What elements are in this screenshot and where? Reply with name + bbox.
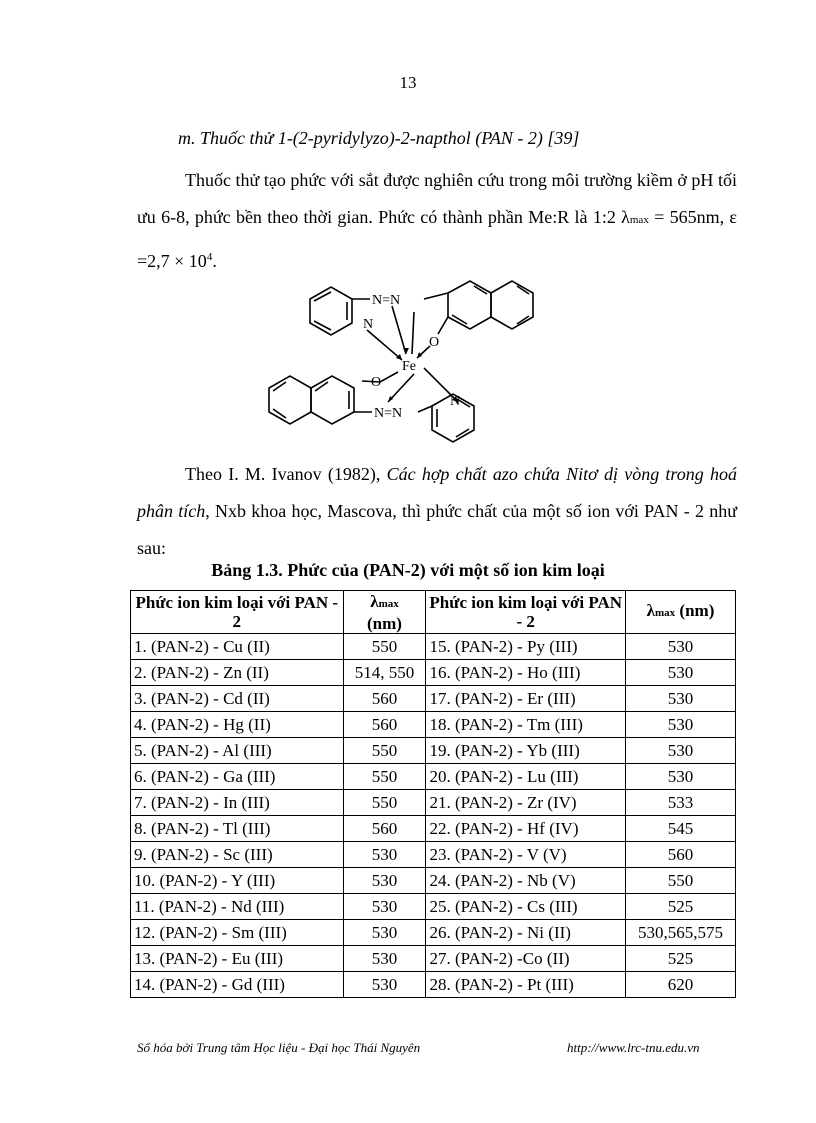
ion-complex-right: 16. (PAN-2) - Ho (III)	[426, 660, 626, 686]
n-fe-bond-azo-bottom	[388, 374, 414, 402]
n-label-left: N	[363, 317, 374, 332]
naphthalene-bottom-ring-b	[269, 376, 311, 424]
lambda-value-right: 530	[626, 712, 736, 738]
paragraph-intro-value: = 565nm, ε =2,7 × 10	[137, 207, 737, 271]
lambda-value-left: 530	[343, 894, 426, 920]
ion-complex-left: 1. (PAN-2) - Cu (II)	[131, 634, 344, 660]
pyridine-ring-top	[310, 287, 352, 335]
naphthalene-top-ring-b	[491, 281, 533, 329]
ion-complex-right: 15. (PAN-2) - Py (III)	[426, 634, 626, 660]
ion-complex-right: 17. (PAN-2) - Er (III)	[426, 686, 626, 712]
lambda-subscript: max	[655, 607, 676, 619]
lambda-value-left: 530	[343, 946, 426, 972]
ion-complex-right: 27. (PAN-2) -Co (II)	[426, 946, 626, 972]
lambda-value-left: 560	[343, 712, 426, 738]
lambda-symbol: λ	[646, 601, 655, 620]
ion-complex-left: 9. (PAN-2) - Sc (III)	[131, 842, 344, 868]
ion-complex-right: 23. (PAN-2) - V (V)	[426, 842, 626, 868]
table-row	[131, 868, 736, 894]
naphthalene-bottom-ring-a	[311, 376, 354, 424]
footer-source: Số hóa bởi Trung tâm Học liệu - Đại học Thái Nguyên	[137, 1040, 421, 1055]
lambda-value-left: 550	[343, 634, 426, 660]
lambda-value-right: 550	[626, 868, 736, 894]
lambda-value-right: 620	[626, 972, 736, 998]
paragraph-intro-text: Thuốc thử tạo phức với sắt được nghiên cứu trong môi trường kiềm ở pH tối ưu 6-8, phức bền theo thời gian. Phức có thành phần Me:R là 1:2 λ	[137, 170, 737, 227]
lambda-value-left: 530	[343, 842, 426, 868]
lambda-value-left: 560	[343, 686, 426, 712]
header-complex-left: Phức ion kim loại với PAN - 2	[131, 591, 344, 634]
ion-complex-left: 3. (PAN-2) - Cd (II)	[131, 686, 344, 712]
lambda-value-left: 550	[343, 790, 426, 816]
paragraph-ivanov-text: Theo I. M. Ivanov (1982),	[185, 464, 387, 484]
table-row	[131, 764, 736, 790]
header-complex-right: Phức ion kim loại với PAN - 2	[426, 591, 626, 634]
table-row	[131, 920, 736, 946]
table-row	[131, 712, 736, 738]
section-heading: m. Thuốc thử 1-(2-pyridylyzo)-2-napthol (PAN - 2) [39]	[178, 128, 580, 148]
table-row	[131, 738, 736, 764]
lambda-subscript: max	[629, 214, 649, 226]
ion-complex-right: 25. (PAN-2) - Cs (III)	[426, 894, 626, 920]
ion-complex-right: 24. (PAN-2) - Nb (V)	[426, 868, 626, 894]
table-row	[131, 842, 736, 868]
lambda-value-left: 550	[343, 764, 426, 790]
lambda-value-left: 560	[343, 816, 426, 842]
azo-label-top: N=N	[372, 293, 401, 308]
n-label-right: N	[450, 394, 461, 409]
ion-complex-left: 11. (PAN-2) - Nd (III)	[131, 894, 344, 920]
o-label-top: O	[429, 335, 440, 350]
epsilon-exponent: 4	[206, 251, 213, 263]
table-caption: Bảng 1.3. Phức của (PAN-2) với một số ion kim loại	[211, 560, 605, 580]
lambda-value-left: 550	[343, 738, 426, 764]
lambda-value-right: 530	[626, 686, 736, 712]
ion-complex-left: 10. (PAN-2) - Y (III)	[131, 868, 344, 894]
table-header-row	[131, 591, 736, 634]
ion-complex-left: 4. (PAN-2) - Hg (II)	[131, 712, 344, 738]
lambda-value-left: 530	[343, 972, 426, 998]
ion-complex-right: 19. (PAN-2) - Yb (III)	[426, 738, 626, 764]
table-row	[131, 894, 736, 920]
header-lambda-left	[343, 591, 426, 634]
ion-complex-left: 2. (PAN-2) - Zn (II)	[131, 660, 344, 686]
table-row	[131, 686, 736, 712]
table-row	[131, 946, 736, 972]
paragraph-ivanov-book-title: Các hợp chất azo chứa Nitơ dị vòng trong hoá phân tích	[137, 464, 737, 521]
table-row	[131, 816, 736, 842]
ion-complex-right: 28. (PAN-2) - Pt (III)	[426, 972, 626, 998]
ion-complex-right: 20. (PAN-2) - Lu (III)	[426, 764, 626, 790]
header-lambda-right	[626, 591, 736, 634]
ion-complex-left: 12. (PAN-2) - Sm (III)	[131, 920, 344, 946]
lambda-value-left: 514, 550	[343, 660, 426, 686]
paragraph-intro	[137, 162, 737, 280]
fe-pan2-complex-structure	[262, 274, 544, 454]
page-number: 13	[399, 73, 417, 92]
table-row	[131, 634, 736, 660]
ion-complex-right: 22. (PAN-2) - Hf (IV)	[426, 816, 626, 842]
lambda-value-left: 530	[343, 868, 426, 894]
naphthalene-top-ring-a	[448, 281, 491, 329]
ion-complex-left: 5. (PAN-2) - Al (III)	[131, 738, 344, 764]
lambda-value-right: 530	[626, 738, 736, 764]
paragraph-intro-end: .	[212, 251, 217, 271]
lambda-value-right: 530	[626, 660, 736, 686]
ion-complex-right: 21. (PAN-2) - Zr (IV)	[426, 790, 626, 816]
lambda-subscript: max	[378, 597, 399, 610]
lambda-unit: (nm)	[367, 613, 402, 633]
ion-complex-table	[130, 590, 736, 998]
lambda-value-right: 533	[626, 790, 736, 816]
n-fe-bond-left	[367, 330, 402, 360]
lambda-value-right: 545	[626, 816, 736, 842]
lambda-value-right: 530	[626, 634, 736, 660]
ion-complex-left: 13. (PAN-2) - Eu (III)	[131, 946, 344, 972]
paragraph-ivanov	[137, 456, 737, 567]
paragraph-ivanov-rest: , Nxb khoa học, Mascova, thì phức chất của một số ion với PAN - 2 như sau:	[137, 501, 737, 558]
table-row	[131, 972, 736, 998]
lambda-unit: (nm)	[675, 601, 715, 620]
ion-complex-right: 26. (PAN-2) - Ni (II)	[426, 920, 626, 946]
lambda-value-right: 530	[626, 764, 736, 790]
lambda-value-right: 525	[626, 946, 736, 972]
ion-complex-right: 18. (PAN-2) - Tm (III)	[426, 712, 626, 738]
ion-complex-left: 14. (PAN-2) - Gd (III)	[131, 972, 344, 998]
o-label-bottom: O	[371, 375, 382, 390]
ion-complex-left: 6. (PAN-2) - Ga (III)	[131, 764, 344, 790]
lambda-value-left: 530	[343, 920, 426, 946]
ion-complex-left: 8. (PAN-2) - Tl (III)	[131, 816, 344, 842]
table-row	[131, 660, 736, 686]
table-row	[131, 790, 736, 816]
azo-label-bottom: N=N	[374, 406, 403, 421]
n-fe-bond-azo2	[412, 312, 414, 354]
lambda-symbol: λ	[370, 591, 379, 611]
ion-complex-left: 7. (PAN-2) - In (III)	[131, 790, 344, 816]
lambda-value-right: 560	[626, 842, 736, 868]
fe-label: Fe	[402, 359, 416, 374]
lambda-value-right: 530,565,575	[626, 920, 736, 946]
footer-url: http://www.lrc-tnu.edu.vn	[567, 1040, 700, 1055]
n-fe-bond-azo	[392, 306, 406, 354]
lambda-value-right: 525	[626, 894, 736, 920]
